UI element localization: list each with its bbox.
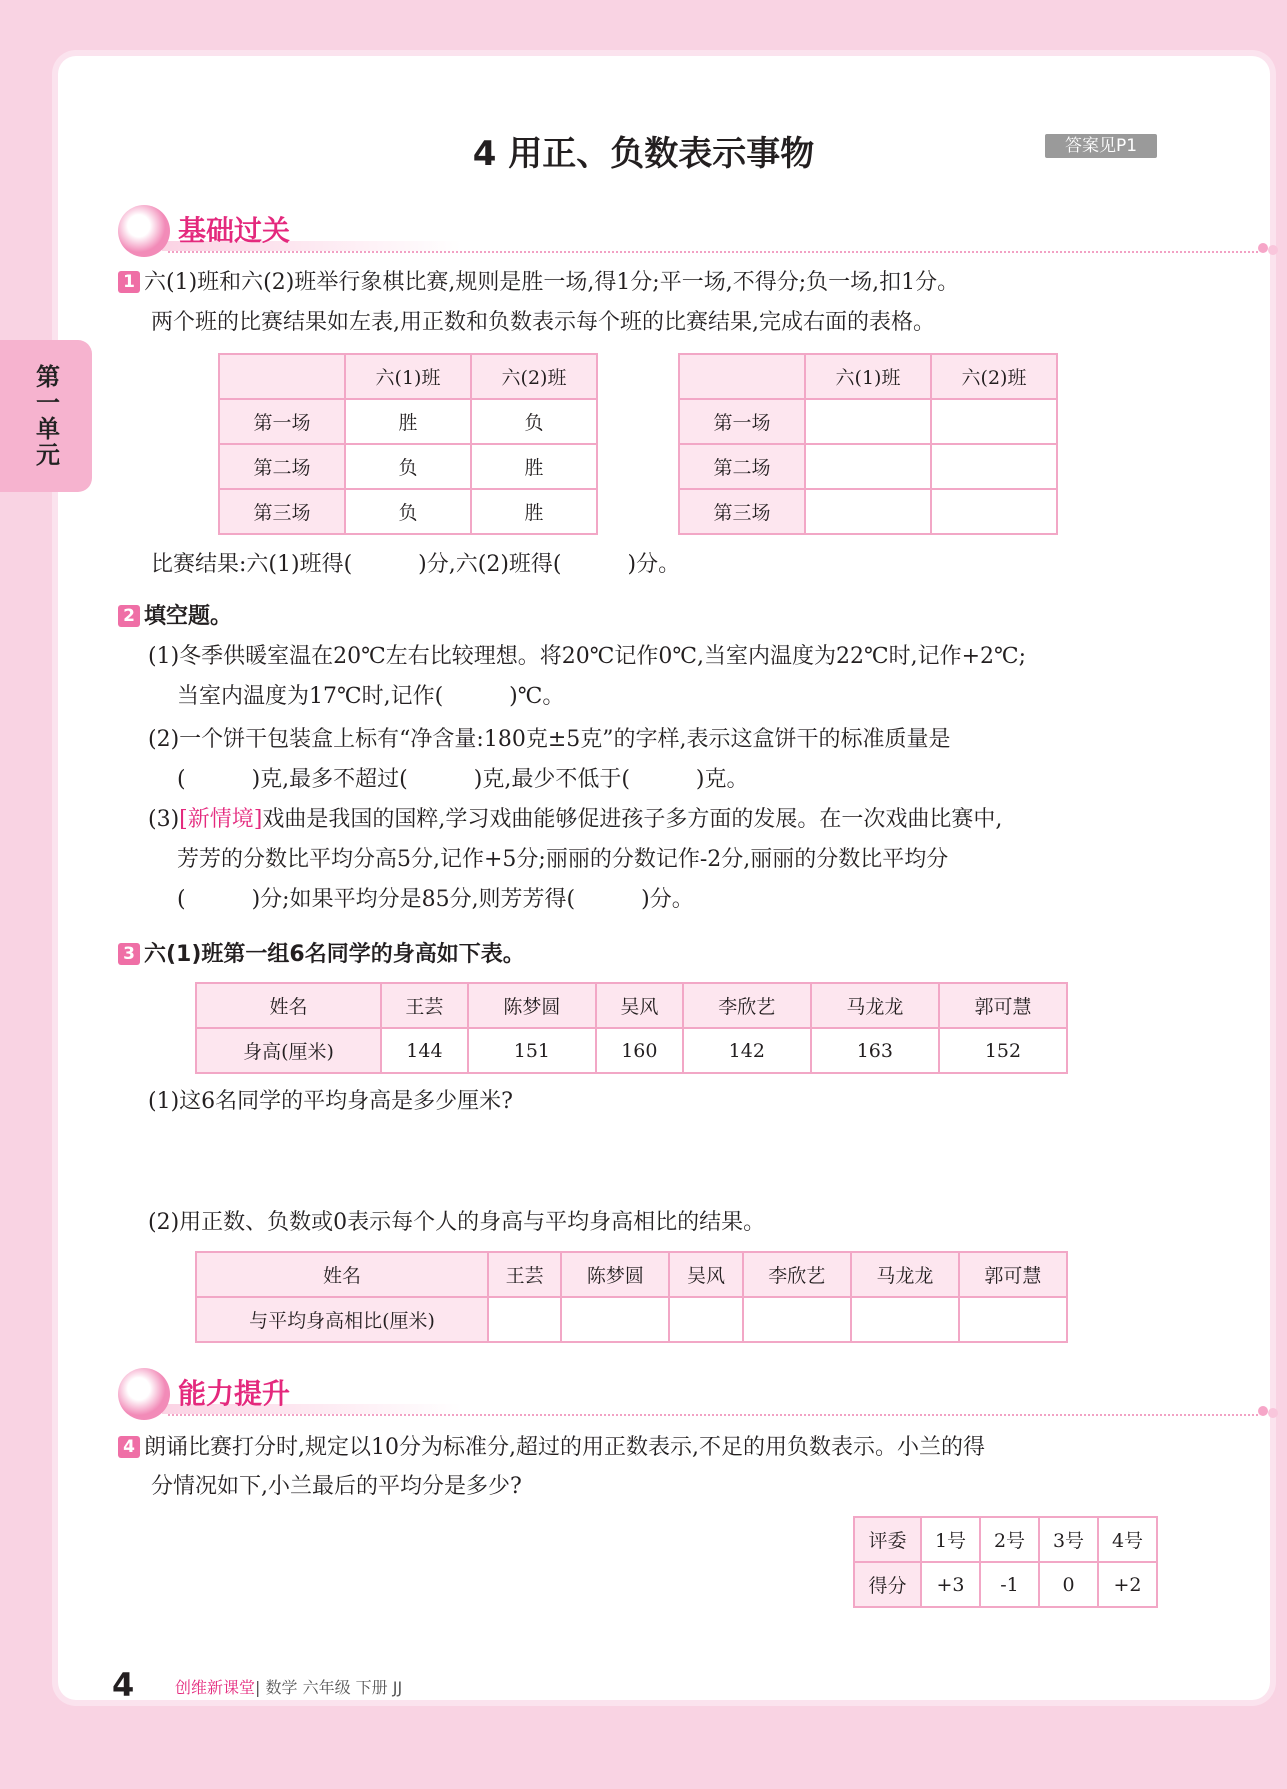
q2-line: 芳芳的分数比平均分高5分,记作+5分;丽丽的分数记作-2分,丽丽的分数比平均分 — [148, 847, 949, 872]
q3-sub1: (1)这6名同学的平均身高是多少厘米? — [148, 1089, 513, 1114]
q1-text-2: 两个班的比赛结果如左表,用正数和负数表示每个班的比赛结果,完成右面的表格。 — [151, 310, 935, 335]
q4-text: 4 朗诵比赛打分时,规定以10分为标准分,超过的用正数表示,不足的用负数表示。小兰的得 — [118, 1433, 985, 1463]
answer-cell[interactable] — [743, 1297, 851, 1342]
answer-cell[interactable] — [561, 1297, 669, 1342]
section-header-basic: 基础过关 — [118, 205, 1278, 255]
q4-score-table: 评委 1号 2号 3号 4号 得分 +3 -1 0 +2 — [853, 1516, 1158, 1608]
answer-cell[interactable] — [931, 444, 1057, 489]
answer-cell[interactable] — [805, 444, 931, 489]
q3-sub2: (2)用正数、负数或0表示每个人的身高与平均身高相比的结果。 — [148, 1210, 766, 1235]
q3-height-table: 姓名 王芸 陈梦圆 吴风 李欣艺 马龙龙 郭可慧 身高(厘米) 144 151 160 142 163 152 — [195, 982, 1068, 1074]
answer-cell[interactable] — [805, 489, 931, 534]
q1-answer-table: 六(1)班 六(2)班 第一场 第二场 第三场 — [678, 353, 1058, 535]
mascot-icon — [118, 205, 170, 257]
answer-cell[interactable] — [669, 1297, 742, 1342]
unit-tab: 第一单元 — [0, 340, 92, 492]
footer-info: 创维新课堂| 数学 六年级 下册 JJ — [175, 1678, 403, 1697]
q1-left-table: 六(1)班 六(2)班 第一场 胜 负 第二场 负 胜 第三场 负 胜 — [218, 353, 598, 535]
q2-line: ( )克,最多不超过( )克,最少不低于( )克。 — [148, 767, 749, 792]
q2-line: ( )分;如果平均分是85分,则芳芳得( )分。 — [148, 887, 694, 912]
answer-cell[interactable] — [488, 1297, 561, 1342]
page-title: 4 用正、负数表示事物 — [472, 134, 815, 174]
page-number: 4 — [112, 1666, 135, 1704]
section-header-advanced: 能力提升 — [118, 1368, 1278, 1418]
q2-line: (3)[新情境]戏曲是我国的国粹,学习戏曲能够促进孩子多方面的发展。在一次戏曲比赛中, — [148, 807, 1003, 832]
answer-cell[interactable] — [959, 1297, 1067, 1342]
answer-reference-badge: 答案见P1 — [1045, 134, 1157, 158]
q4-text-2: 分情况如下,小兰最后的平均分是多少? — [151, 1474, 522, 1499]
answer-cell[interactable] — [931, 399, 1057, 444]
q1-result: 比赛结果:六(1)班得( )分,六(2)班得( )分。 — [151, 552, 681, 577]
answer-cell[interactable] — [851, 1297, 959, 1342]
q2-line: (2)一个饼干包装盒上标有“净含量:180克±5克”的字样,表示这盒饼干的标准质量是 — [148, 727, 951, 752]
answer-cell[interactable] — [931, 489, 1057, 534]
q2-line: (1)冬季供暖室温在20℃左右比较理想。将20℃记作0℃,当室内温度为22℃时,记作+2℃; — [148, 644, 1027, 669]
q3-compare-table: 姓名 王芸 陈梦圆 吴风 李欣艺 马龙龙 郭可慧 与平均身高相比(厘米) — [195, 1251, 1068, 1343]
q3-title: 3 六(1)班第一组6名同学的身高如下表。 — [118, 940, 525, 970]
q2-title: 2 填空题。 — [118, 602, 232, 632]
answer-cell[interactable] — [805, 399, 931, 444]
q1-text: 1 六(1)班和六(2)班举行象棋比赛,规则是胜一场,得1分;平一场,不得分;负一场,扣1分。 — [118, 268, 959, 298]
q2-line: 当室内温度为17℃时,记作( )℃。 — [148, 684, 565, 709]
mascot-icon — [118, 1368, 170, 1420]
